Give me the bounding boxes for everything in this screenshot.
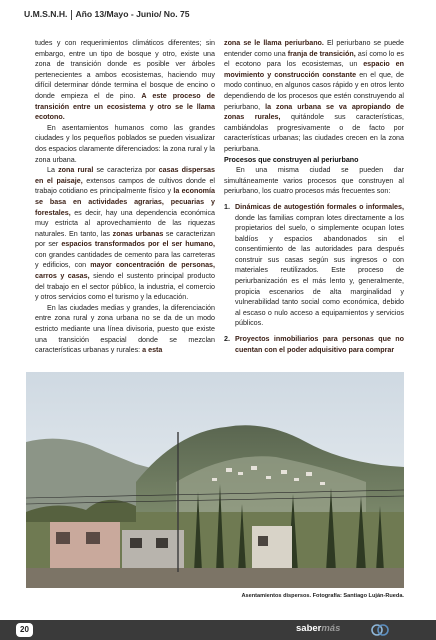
bold-text: casas dispersas en el paisaje, (35, 166, 216, 185)
list-item (224, 334, 404, 355)
list-text (235, 202, 404, 329)
text-run: en el que, de modo continuo, en algunos casos rápido y en otros lento dependiendo de los procesos que estén construyendo al periurbano, (224, 70, 404, 111)
paragraph (35, 165, 215, 303)
bold-text: la economía se basa en actividades agrarias, pecuarias y forestales, (35, 187, 215, 217)
section-subtitle (224, 155, 404, 166)
bold-text: A este proceso de transición entre un ecosistema y otro se le llama ecotono. (35, 91, 215, 122)
text-run: se caracterizan por ser (35, 229, 216, 249)
left-text-column (35, 38, 215, 356)
right-text-column (224, 38, 404, 355)
list-number: 1. (224, 202, 230, 211)
text-run: El periurbano se puede entender como una (224, 39, 404, 58)
bold-text: zona se le llama periurbano. (224, 39, 324, 47)
paragraph (35, 303, 215, 356)
list-number: 2. (224, 335, 230, 344)
institution-name: U.M.S.N.H. (24, 9, 68, 19)
brand-saber: saber (296, 623, 322, 634)
text-run: En una misma ciudad se pueden dar simultáneamente varios procesos que construyen al periurbano, los cuatro procesos más frecuentes son: (224, 166, 404, 196)
text-run: donde las familias compran lotes directamente a los propietarios del suelo, o simplemente ocupan lotes baldíos y espacios abandonados sin el consentimiento de las autoridades para después construir sus casas según sus ingresos o con materiales reutilizados. Este proceso de periurbanización es el más lento y, generalmente, propicia escenarios de alta marginalidad y vulnerabilidad tanto social como económica, debido al escaso o nulo acceso a equipamientos y servicios públicos. (235, 213, 404, 328)
text-run: es decir, hay una dependencia económica muy estricta al aprovechamiento de las riquezas naturales. En tanto, las (35, 208, 215, 238)
bold-text: espacio en movimiento y construcción constante (224, 60, 404, 79)
bold-text: Proyectos inmobiliarios para personas que no cuentan con el poder adquisitivo para comprar (235, 335, 404, 354)
text-run: quitándole sus características, cambiándolas progresivamente o de facto por características urbanas; las ciudades crecen en la zona periurbana. (224, 113, 404, 153)
photo-illustration (26, 372, 404, 588)
settlement-photo (26, 372, 404, 588)
bold-text: espacios transformados por el ser humano, (61, 240, 215, 249)
bold-text: franja de transición, (287, 49, 356, 58)
paragraph (224, 38, 404, 155)
list-text (235, 334, 404, 355)
header-divider (71, 10, 72, 20)
paragraph (35, 123, 215, 165)
brand-mas: más (321, 623, 341, 634)
text-run: tudes y con requerimientos climáticos diferentes; sin embargo, entre un tipo de bosque y otro, existe una zona de transición donde es posible ver árboles pertenecientes a ambos ecosistemas, haciendo muy difícil determinar dónde termina el bosque de encino o donde empieza el de pino. (35, 39, 215, 100)
text-run: se caracteriza por (93, 166, 159, 175)
brand-logo (296, 623, 340, 634)
page-number: 20 (16, 623, 33, 637)
paragraph (35, 38, 215, 123)
text-run: siendo el sustento principal producto del trabajo en el sector público, la industria, el comercio y otros servicios como el turismo y la educación. (35, 272, 215, 302)
bold-text: zona rural (58, 166, 94, 175)
paragraph (224, 165, 404, 197)
text-run: extensos campos de cultivos donde el trabajo cotidiano es principalmente físico y (35, 176, 215, 196)
brand-swirl-icon (370, 622, 390, 638)
text-run: En las ciudades medias y grandes, la diferenciación entre zona rural y zona urbana no se da de un modo estricto mediante una línea divisoria, puesto que existe una transición espacial donde se mezclan características urbanas y rurales: (35, 303, 215, 355)
page-header (24, 9, 190, 20)
list-item (224, 202, 404, 329)
photo-caption: Asentamientos dispersos. Fotografía: Santiago Luján-Rueda. (241, 593, 404, 599)
bold-text: a esta (142, 346, 163, 355)
bold-text: zonas urbanas (112, 229, 164, 238)
text-run: En asentamientos humanos como las grandes ciudades y los pequeños poblados se pueden visualizar dos espacios claramente diferenciados: la zona rural y la zona urbana. (35, 123, 215, 164)
text-run: así como lo es el ecotono para los ecosistemas, un (224, 49, 404, 69)
bold-text: mayor concentración de personas, carros y casas, (35, 261, 215, 281)
text-run: con grandes cantidades de cemento para las carreteras y edificios, con (35, 250, 215, 270)
text-run: La (47, 166, 59, 175)
bold-text: Dinámicas de autogestión formales o informales, (235, 202, 404, 211)
bold-text: la zona urbana se va apropiando de zonas rurales, (224, 102, 404, 122)
text-run: Procesos que construyen al periurbano (224, 155, 359, 164)
issue-info: Año 13/Mayo - Junio/ No. 75 (75, 9, 190, 19)
